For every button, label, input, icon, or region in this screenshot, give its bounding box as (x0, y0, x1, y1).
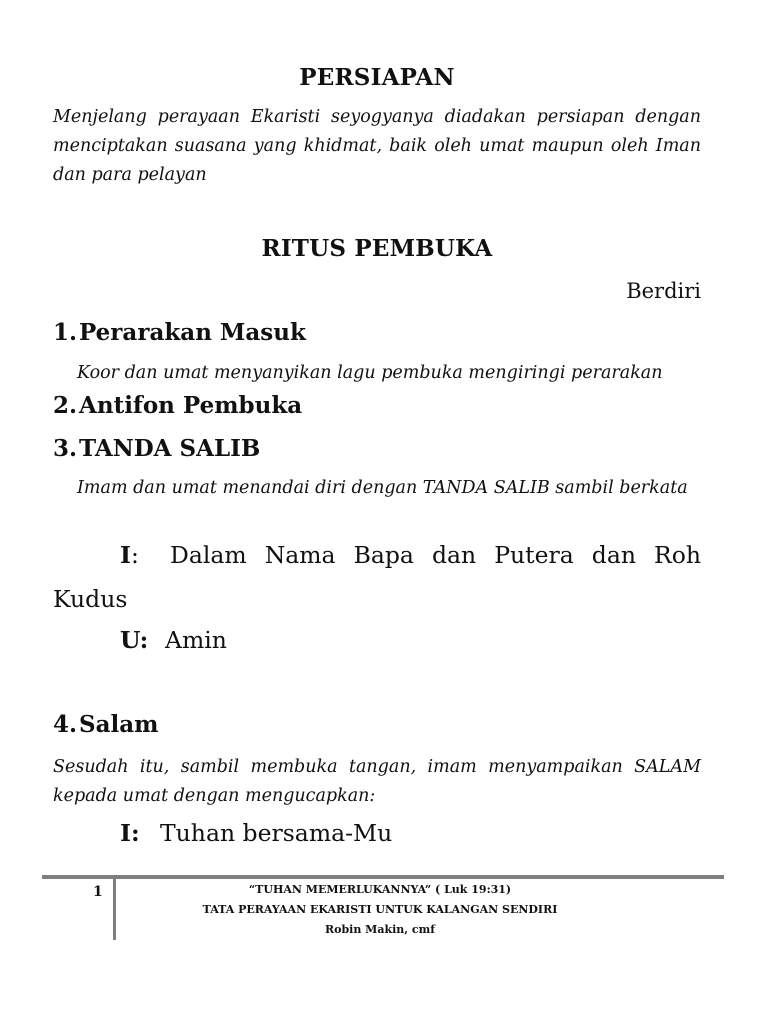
section-title-persiapan: PERSIAPAN (299, 64, 455, 91)
heading-label: TANDA SALIB (79, 435, 261, 462)
heading-number: 3. (53, 435, 78, 462)
heading-number: 1. (53, 319, 78, 346)
heading-number: 4. (53, 711, 78, 738)
dialogue-priest-label: I: (120, 541, 139, 569)
heading-number: 2. (53, 392, 78, 419)
dialogue-priest-text-cont: Kudus (53, 585, 128, 613)
footer-rule (42, 875, 724, 879)
heading-perarakan-masuk (53, 319, 306, 346)
footer-title: “TUHAN MEMERLUKANNYA” ( Luk 19:31) (248, 883, 512, 896)
heading-antifon-pembuka (53, 392, 302, 419)
footer-divider (113, 879, 116, 940)
heading-salam (53, 711, 159, 738)
footer-author: Robin Makin, cmf (324, 923, 435, 936)
perarakan-masuk-note: Koor dan umat menyanyikan lagu pembuka mengiringi perarakan (77, 363, 663, 383)
heading-label: Salam (79, 711, 159, 738)
salam-priest-label: I: (120, 819, 140, 847)
section-title-ritus-pembuka: RITUS PEMBUKA (261, 235, 493, 262)
dialogue-priest-text: Dalam Nama Bapa dan Putera dan Roh (170, 541, 701, 569)
dialogue-people-text: Amin (165, 626, 227, 654)
page-number: 1 (93, 884, 103, 900)
posture-rubric: Berdiri (626, 279, 701, 303)
dialogue-people-label: U: (120, 626, 149, 654)
salam-note: Sesudah itu, sambil membuka tangan, imam menyampaikan SALAM kepada umat dengan mengucapkan: (53, 757, 701, 806)
salam-priest-text: Tuhan bersama-Mu (160, 819, 393, 847)
heading-tanda-salib (53, 435, 260, 462)
tanda-salib-note: Imam dan umat menandai diri dengan TANDA SALIB sambil berkata (77, 478, 688, 498)
heading-label: Antifon Pembuka (79, 392, 303, 419)
persiapan-text: Menjelang perayaan Ekaristi seyogyanya diadakan persiapan dengan menciptakan suasana yang khidmat, baik oleh umat maupun oleh Iman dan para pelayan (53, 107, 701, 185)
heading-label: Perarakan Masuk (79, 319, 306, 346)
footer-subtitle: TATA PERAYAAN EKARISTI UNTUK KALANGAN SENDIRI (202, 903, 558, 916)
